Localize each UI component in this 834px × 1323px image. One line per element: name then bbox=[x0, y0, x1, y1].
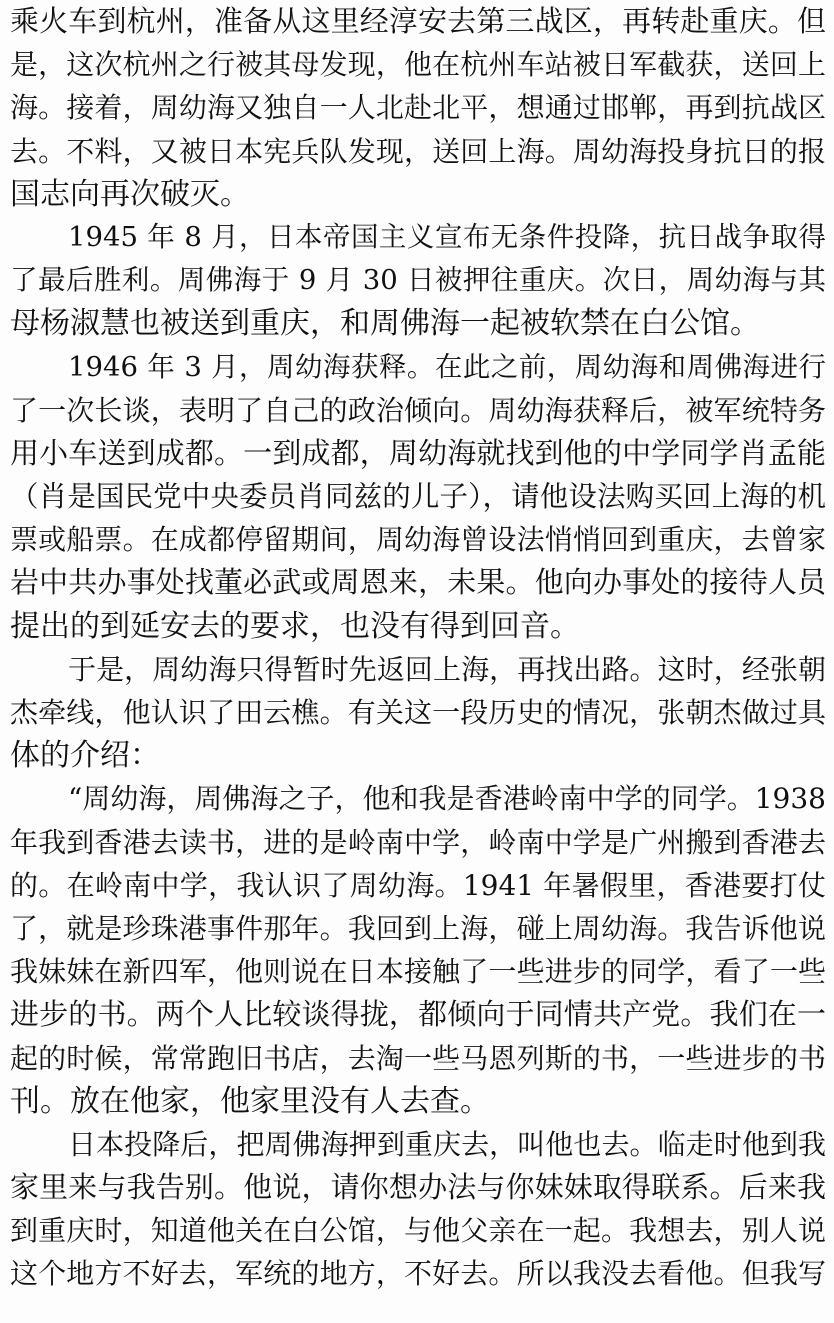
text-line: 1945 年 8 月，日本帝国主义宣布无条件投降，抗日战争取得 bbox=[68, 220, 826, 253]
text-line: 票或船票。在成都停留期间，周幼海曾设法悄悄回到重庆，去曾家 bbox=[10, 523, 826, 557]
text-line: 年我到香港去读书，进的是岭南中学，岭南中学是广州搬到香港去 bbox=[10, 825, 826, 859]
text-line: 了一次长谈，表明了自己的政治倾向。周幼海获释后，被军统特务 bbox=[10, 393, 826, 427]
text-line: 海。接着，周幼海又独自一人北赴北平，想通过邯郸，再到抗战区 bbox=[10, 91, 826, 125]
text-line: 乘火车到杭州，准备从这里经淳安去第三战区，再转赴重庆。但 bbox=[10, 4, 826, 38]
text-line: 体的介绍： bbox=[10, 738, 160, 774]
text-line: 用小车送到成都。一到成都，周幼海就找到他的中学同学肖孟能 bbox=[10, 435, 826, 470]
text-line: 岩中共办事处找董必武或周恩来，未果。他向办事处的接待人员 bbox=[10, 565, 826, 600]
text-line: （肖是国民党中央委员肖同兹的儿子），请他设法购买回上海的机 bbox=[10, 480, 826, 514]
text-line: 日本投降后，把周佛海押到重庆去，叫他也去。临走时他到我 bbox=[68, 1127, 826, 1161]
text-line: 这个地方不好去，军统的地方，不好去。所以我没去看他。但我写 bbox=[10, 1257, 826, 1291]
text-line: 起的时候，常常跑旧书店，去淘一些马恩列斯的书，一些进步的书 bbox=[10, 1041, 826, 1075]
text-line: 母杨淑慧也被送到重庆，和周佛海一起被软禁在白公馆。 bbox=[10, 306, 760, 342]
text-line: 了最后胜利。周佛海于 9 月 30 日被押往重庆。次日，周幼海与其 bbox=[10, 264, 826, 297]
text-line: 的。在岭南中学，我认识了周幼海。1941 年暑假里，香港要打仗 bbox=[10, 868, 826, 902]
text-line: 到重庆时，知道他关在白公馆，与他父亲在一起。我想去，别人说 bbox=[10, 1214, 826, 1248]
text-line: 刊。放在他家，他家里没有人去查。 bbox=[10, 1083, 490, 1119]
text-line: 了，就是珍珠港事件那年。我回到上海，碰上周幼海。我告诉他说 bbox=[10, 911, 826, 945]
text-line: 国志向再次破灭。 bbox=[10, 176, 250, 212]
text-line: 提出的到延安去的要求，也没有得到回音。 bbox=[10, 608, 580, 644]
text-line: 家里来与我告别。他说，请你想办法与你妹妹取得联系。后来我 bbox=[10, 1170, 826, 1205]
text-line: 于是，周幼海只得暂时先返回上海，再找出路。这时，经张朝 bbox=[68, 652, 826, 686]
body-text bbox=[10, 0, 826, 1296]
text-line: 进步的书。两个人比较谈得拢，都倾向于同情共产党。我们在一 bbox=[10, 997, 826, 1032]
text-line: 去。不料，又被日本宪兵队发现，送回上海。周幼海投身抗日的报 bbox=[10, 134, 826, 168]
text-line: 是，这次杭州之行被其母发现，他在杭州车站被日军截获，送回上 bbox=[10, 48, 826, 82]
text-line: “周幼海，周佛海之子，他和我是香港岭南中学的同学。1938 bbox=[68, 782, 826, 816]
text-line: 杰牵线，他认识了田云樵。有关这一段历史的情况，张朝杰做过具 bbox=[10, 696, 826, 729]
text-line: 我妹妹在新四军，他则说在日本接触了一些进步的同学，看了一些 bbox=[10, 955, 826, 989]
text-line: 1946 年 3 月，周幼海获释。在此之前，周幼海和周佛海进行 bbox=[68, 350, 826, 383]
